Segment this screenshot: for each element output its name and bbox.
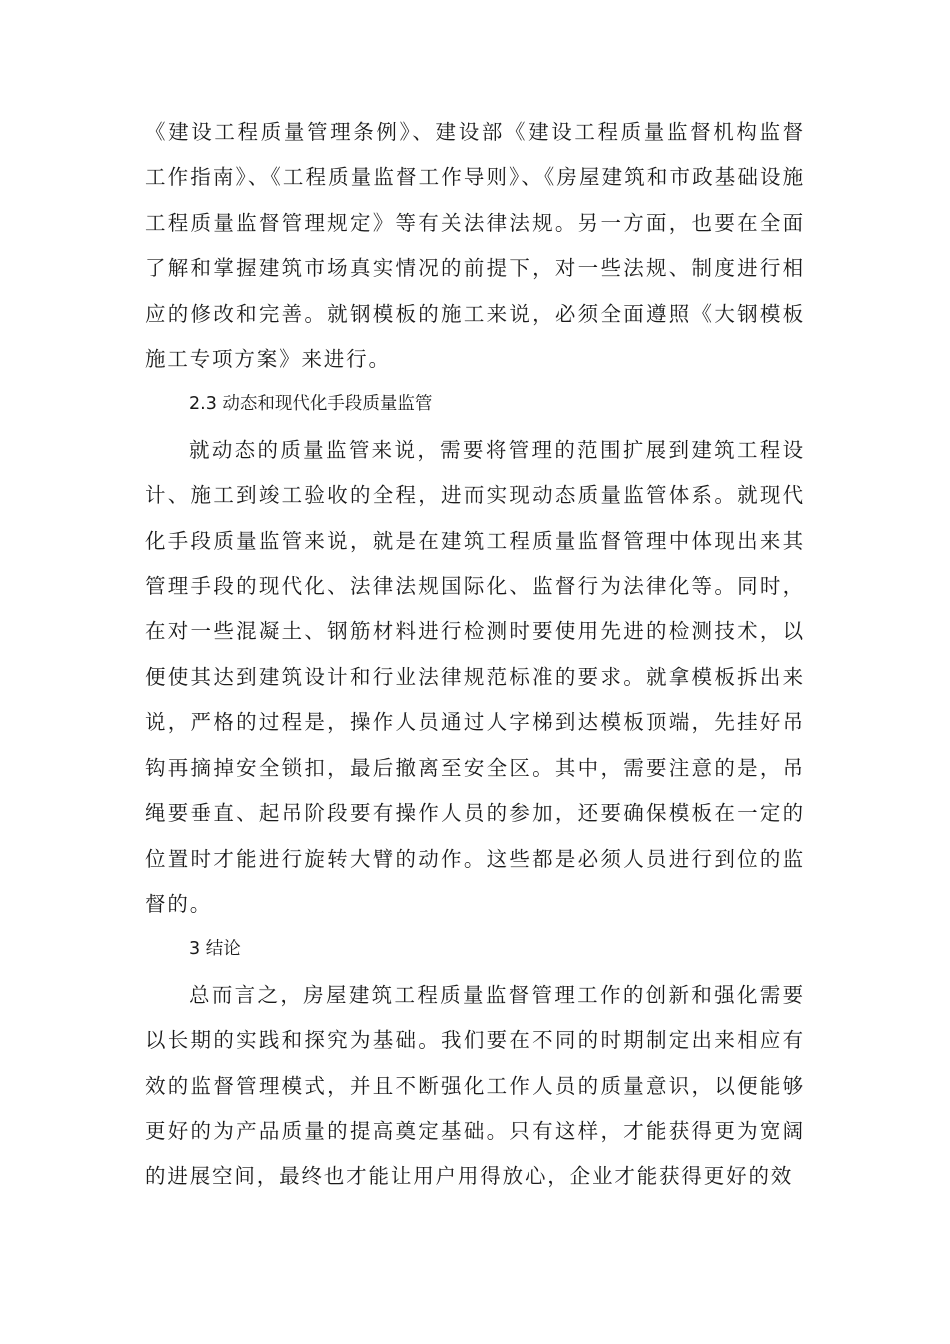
document-page	[145, 110, 805, 1200]
section-heading-3: 3 结论	[189, 939, 241, 960]
section-heading-2-3: 2.3 动态和现代化手段质量监管	[189, 394, 433, 415]
body-paragraph-2-3: 就动态的质量监管来说，需要将管理的范围扩展到建筑工程设计、施工到竣工验收的全程，进而实现动态质量监管体系。就现代化手段质量监管来说，就是在建筑工程质量监督管理中体现出来其管理手段的现代化、法律法规国际化、监督行为法律化等。同时，在对一些混凝土、钢筋材料进行检测时要使用先进的检测技术，以便使其达到建筑设计和行业法律规范标准的要求。就拿模板拆出来说，严格的过程是，操作人员通过人字梯到达模板顶端，先挂好吊钩再摘掉安全锁扣，最后撤离至安全区。其中，需要注意的是，吊绳要垂直、起吊阶段要有操作人员的参加，还要确保模板在一定的位置时才能进行旋转大臂的动作。这些都是必须人员进行到位的监督的。	[145, 437, 805, 916]
body-paragraph-3: 总而言之，房屋建筑工程质量监督管理工作的创新和强化需要以长期的实践和探究为基础。我们要在不同的时期制定出来相应有效的监督管理模式，并且不断强化工作人员的质量意识，以便能够更好的为产品质量的提高奠定基础。只有这样，才能获得更为宽阔的进展空间，最终也才能让用户用得放心，企业才能获得更好的效	[145, 982, 805, 1189]
body-paragraph-intro: 《建设工程质量管理条例》、建设部《建设工程质量监督机构监督工作指南》、《工程质量监督工作导则》、《房屋建筑和市政基础设施工程质量监督管理规定》等有关法律法规。另一方面，也要在全面了解和掌握建筑市场真实情况的前提下，对一些法规、制度进行相应的修改和完善。就钢模板的施工来说，必须全面遵照《大钢模板施工专项方案》来进行。	[145, 120, 805, 372]
